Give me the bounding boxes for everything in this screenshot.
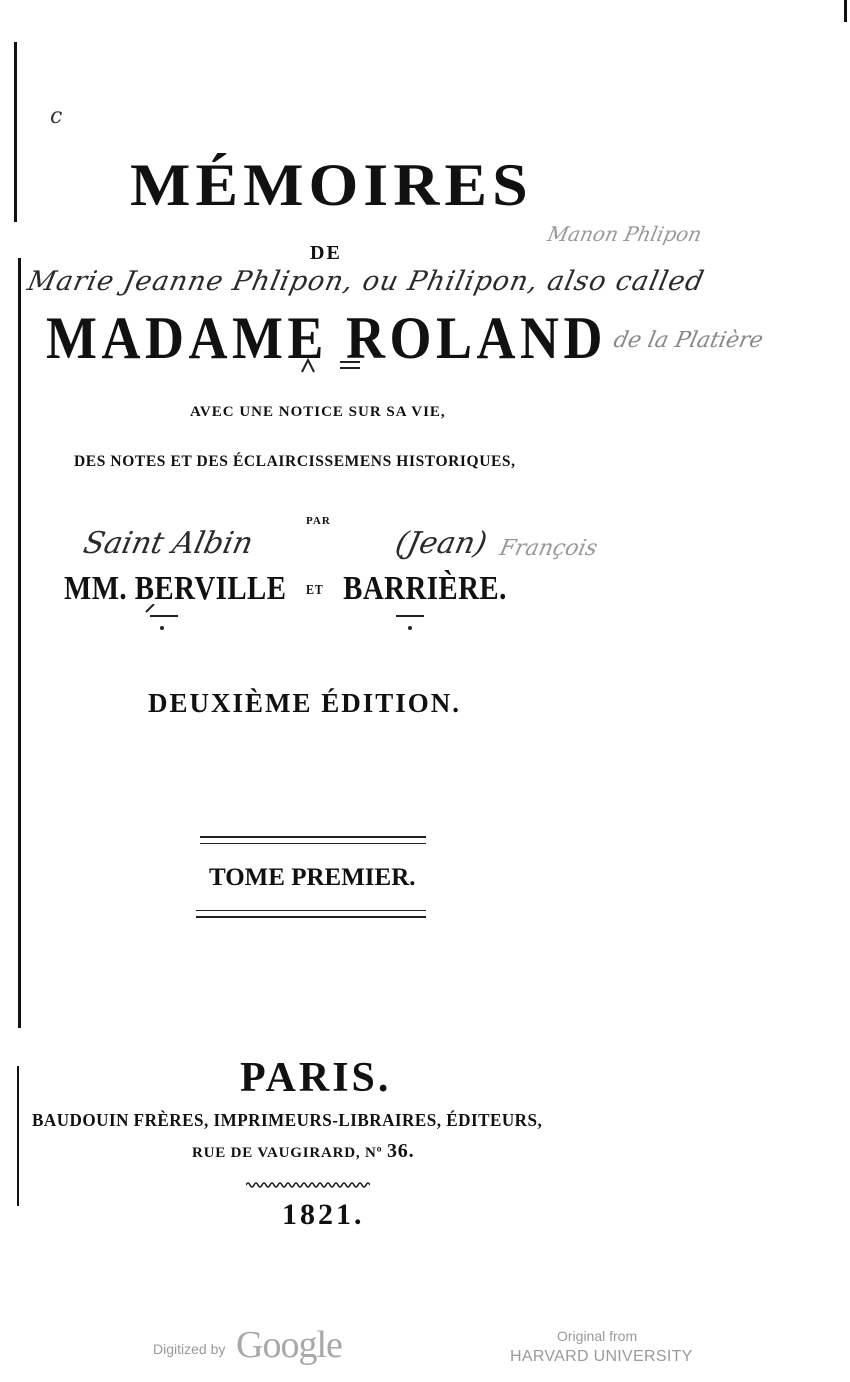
- rule-top-1: [200, 836, 426, 838]
- title-madame-roland: MADAME ROLAND: [46, 305, 607, 371]
- authors-prefix: MM.: [64, 570, 128, 607]
- binding-edge-middle: [18, 258, 21, 1028]
- author-underline-marks: [140, 604, 440, 634]
- authors-et: ET: [306, 583, 324, 599]
- authors-line: [64, 570, 507, 608]
- city-paris: PARIS.: [240, 1055, 392, 1101]
- par-label: PAR: [306, 515, 331, 527]
- address-number: 36.: [386, 1140, 415, 1162]
- binding-edge-bottom: [17, 1066, 19, 1206]
- binding-edge-top: [14, 42, 17, 222]
- handwritten-note-right-top: Manon Phlipon: [545, 222, 704, 246]
- decorative-ornament-rule: [246, 1180, 370, 1190]
- rule-bottom-1: [196, 910, 426, 911]
- insertion-mark-caret: [296, 352, 376, 378]
- subtitle-notice: AVEC UNE NOTICE SUR SA VIE,: [190, 404, 446, 420]
- original-from-label: Original from: [557, 1328, 638, 1344]
- handwritten-note-author-2-extra: François: [497, 536, 600, 561]
- address-line: [192, 1140, 414, 1163]
- publication-year: 1821.: [282, 1198, 365, 1231]
- handwritten-note-author-2: (Jean): [392, 526, 491, 561]
- handwritten-note-right: de la Platière: [611, 328, 766, 353]
- handwritten-note-full-name: Marie Jeanne Phlipon, ou Philipon, also called: [24, 266, 708, 297]
- author-barriere: BARRIÈRE.: [343, 570, 507, 607]
- handwritten-corner-mark: c: [50, 104, 63, 129]
- rule-top-2: [200, 843, 426, 844]
- address-street: RUE DE VAUGIRARD, Nº: [192, 1145, 383, 1161]
- institution-label: HARVARD UNIVERSITY: [510, 1348, 693, 1365]
- volume-label: TOME PREMIER.: [209, 864, 416, 891]
- edition-label: DEUXIÈME ÉDITION.: [148, 688, 462, 718]
- title-memoires: MÉMOIRES: [130, 150, 533, 219]
- author-berville: BERVILLE: [134, 570, 287, 607]
- rule-bottom-2: [196, 916, 426, 918]
- google-logo: Google: [236, 1324, 342, 1366]
- binding-edge-right-top: [844, 0, 847, 22]
- digitized-by-label: Digitized by: [153, 1341, 226, 1357]
- subtitle-notes: DES NOTES ET DES ÉCLAIRCISSEMENS HISTORIQUES,: [74, 453, 516, 470]
- title-de: DE: [310, 242, 342, 264]
- handwritten-note-author-1: Saint Albin: [80, 526, 257, 561]
- publisher-line: BAUDOUIN FRÈRES, IMPRIMEURS-LIBRAIRES, ÉDITEURS,: [32, 1110, 543, 1130]
